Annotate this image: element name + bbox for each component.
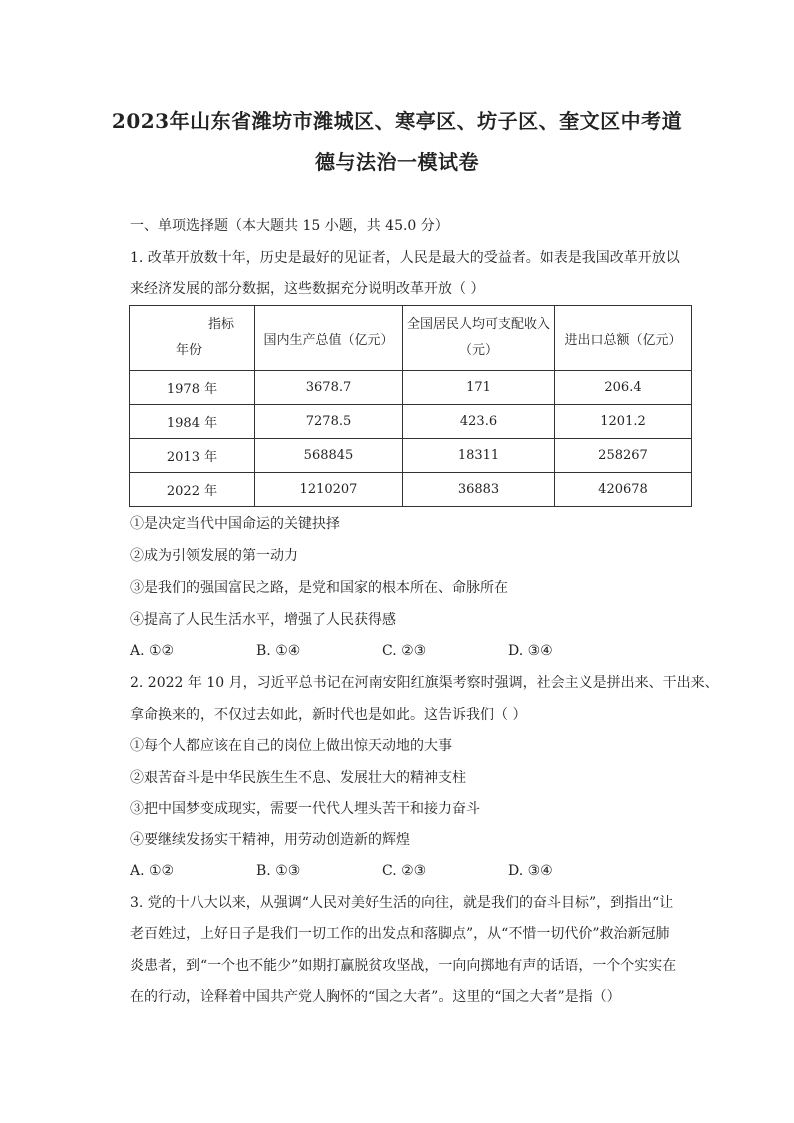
q2-option-d[interactable]: D. ③④	[508, 863, 553, 879]
header-trade: 进出口总额（亿元）	[555, 306, 692, 371]
table-row	[130, 473, 692, 507]
cell-gdp: 1210207	[255, 473, 403, 507]
q3-stem-line2: 老百姓过，上好日子是我们一切工作的出发点和落脚点”，从“不惜一切代价”救治新冠肺	[130, 926, 670, 942]
cell-trade: 258267	[555, 439, 692, 473]
section-heading: 一、单项选择题（本大题共 15 小题，共 45.0 分）	[130, 218, 449, 234]
cell-income: 171	[403, 371, 555, 405]
q1-item-4: ④提高了人民生活水平，增强了人民获得感	[130, 612, 396, 628]
q1-stem-line1: 1. 改革开放数十年，历史是最好的见证者，人民是最大的受益者。如表是我国改革开放以	[130, 250, 680, 266]
cell-income: 18311	[403, 439, 555, 473]
q2-item-3: ③把中国梦变成现实，需要一代代人埋头苦干和接力奋斗	[130, 801, 480, 817]
q2-stem-line1: 2. 2022 年 10 月，习近平总书记在河南安阳红旗渠考察时强调，社会主义是拼出来、干出来、	[130, 675, 719, 691]
q1-option-c[interactable]: C. ②③	[382, 643, 427, 659]
q3-stem-line1: 3. 党的十八大以来，从强调“人民对美好生活的向往，就是我们的奋斗目标”，到指出“让	[130, 895, 674, 911]
table-row	[130, 439, 692, 473]
exam-title-line2: 德与法治一模试卷	[315, 150, 479, 174]
cell-trade: 420678	[555, 473, 692, 507]
table-corner-cell	[130, 306, 255, 371]
table-row	[130, 405, 692, 439]
q2-item-2: ②艰苦奋斗是中华民族生生不息、发展壮大的精神支柱	[130, 770, 466, 786]
q2-option-b[interactable]: B. ①③	[256, 863, 301, 879]
cell-year: 2022 年	[130, 473, 255, 507]
cell-gdp: 7278.5	[255, 405, 403, 439]
cell-year: 1984 年	[130, 405, 255, 439]
q2-option-c[interactable]: C. ②③	[382, 863, 427, 879]
q1-option-b[interactable]: B. ①④	[256, 643, 301, 659]
corner-label-indicator: 指标	[207, 317, 234, 332]
exam-title-line1: 2023年山东省潍坊市潍城区、寒亭区、坊子区、奎文区中考道	[111, 109, 683, 133]
header-income: 全国居民人均可支配收入（元）	[403, 306, 555, 371]
table-row	[130, 371, 692, 405]
q1-item-1: ①是决定当代中国命运的关键抉择	[130, 516, 340, 532]
cell-trade: 1201.2	[555, 405, 692, 439]
economic-data-table	[129, 305, 692, 507]
q2-option-a[interactable]: A. ①②	[130, 863, 175, 879]
q1-item-2: ②成为引领发展的第一动力	[130, 548, 298, 564]
cell-income: 36883	[403, 473, 555, 507]
q1-option-a[interactable]: A. ①②	[130, 643, 175, 659]
table-header-row	[130, 306, 692, 371]
cell-year: 1978 年	[130, 371, 255, 405]
cell-trade: 206.4	[555, 371, 692, 405]
q2-stem-line2: 拿命换来的，不仅过去如此，新时代也是如此。这告诉我们（ ）	[130, 707, 527, 723]
q3-stem-line3: 炎患者，到“一个也不能少”如期打赢脱贫攻坚战，一向向掷地有声的话语，一个个实实在	[130, 958, 677, 974]
q3-stem-line4: 在的行动，诠释着中国共产党人胸怀的“国之大者”。这里的“国之大者”是指（）	[130, 989, 621, 1005]
cell-income: 423.6	[403, 405, 555, 439]
q1-option-d[interactable]: D. ③④	[508, 643, 553, 659]
cell-year: 2013 年	[130, 439, 255, 473]
corner-label-year: 年份	[176, 343, 203, 358]
q2-item-4: ④要继续发扬实干精神，用劳动创造新的辉煌	[130, 832, 410, 848]
q2-item-1: ①每个人都应该在自己的岗位上做出惊天动地的大事	[130, 738, 452, 754]
q1-stem-line2: 来经济发展的部分数据，这些数据充分说明改革开放（ ）	[130, 281, 485, 297]
cell-gdp: 3678.7	[255, 371, 403, 405]
header-gdp: 国内生产总值（亿元）	[255, 306, 403, 371]
q1-item-3: ③是我们的强国富民之路，是党和国家的根本所在、命脉所在	[130, 580, 508, 596]
cell-gdp: 568845	[255, 439, 403, 473]
